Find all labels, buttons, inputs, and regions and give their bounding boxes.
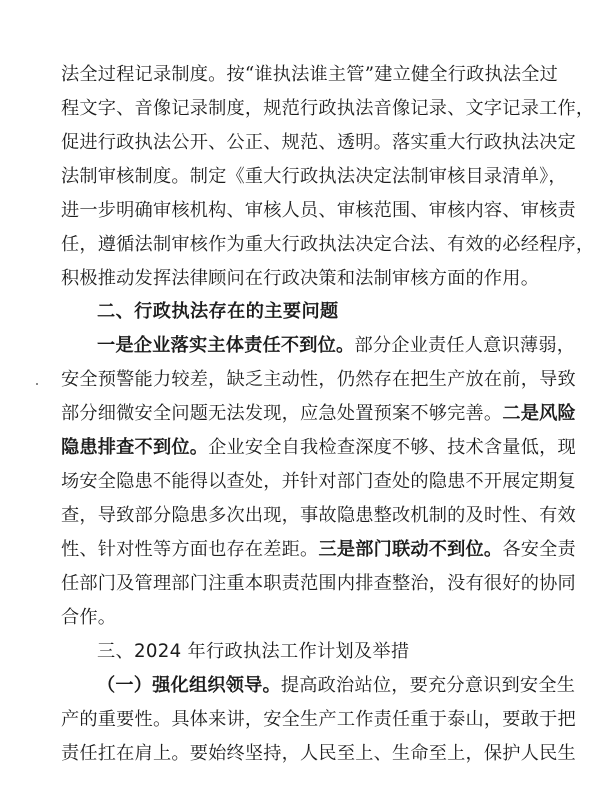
bold-phrase: （一）强化组织领导。 (97, 675, 281, 696)
body-line: 责任扛在肩上。要始终坚持，人民至上、生命至上，保护人民生 (61, 743, 576, 764)
body-line: 合作。 (61, 607, 117, 628)
body-line: 一是企业落实主体责任不到位。部分企业责任人意识薄弱， (97, 335, 576, 356)
bold-phrase: 三是部门联动不到位。 (318, 539, 503, 560)
body-line: 查，导致部分隐患多次出现，事故隐患整改机制的及时性、有效 (61, 505, 576, 526)
body-line: 法全过程记录制度。按“谁执法谁主管”建立健全行政执法全过 (61, 64, 559, 85)
scan-speck (36, 383, 38, 385)
body-line: 任部门及管理部门注重本职责范围内排查整治，没有很好的协同 (61, 573, 576, 594)
body-line: 任，遵循法制审核作为重大行政执法决定合法、有效的必经程序， (61, 234, 595, 255)
body-line: 进一步明确审核机构、审核人员、审核范围、审核内容、审核责 (61, 200, 576, 221)
bold-phrase: 隐患排查不到位。 (61, 437, 209, 458)
body-line: 性、针对性等方面也存在差距。三是部门联动不到位。各安全责 (61, 539, 576, 560)
body-line: 隐患排查不到位。企业安全自我检查深度不够、技术含量低，现 (61, 437, 576, 458)
body-line: 场安全隐患不能得以查处，并针对部门查处的隐患不开展定期复 (61, 471, 576, 492)
bold-phrase: 二是风险 (502, 403, 576, 424)
body-line: 促进行政执法公开、公正、规范、透明。落实重大行政执法决定 (61, 132, 576, 153)
body-line: 产的重要性。具体来讲，安全生产工作责任重于泰山，要敢于把 (61, 709, 576, 730)
body-line: （一）强化组织领导。提高政治站位，要充分意识到安全生 (97, 675, 576, 696)
body-line: 法制审核制度。制定《重大行政执法决定法制审核目录清单》， (61, 166, 567, 187)
body-line: 程文字、音像记录制度，规范行政执法音像记录、文字记录工作， (61, 98, 595, 119)
body-line: 安全预警能力较差，缺乏主动性，仍然存在把生产放在前，导致 (61, 369, 576, 390)
section-heading-2: 二、行政执法存在的主要问题 (97, 301, 339, 322)
bold-phrase: 一是企业落实主体责任不到位。 (97, 335, 355, 356)
body-line: 积极推动发挥法律顾问在行政决策和法制审核方面的作用。 (61, 268, 540, 289)
section-heading-3: 三、2024 年行政执法工作计划及举措 (97, 641, 410, 662)
body-line: 部分细微安全问题无法发现，应急处置预案不够完善。二是风险 (61, 403, 576, 424)
